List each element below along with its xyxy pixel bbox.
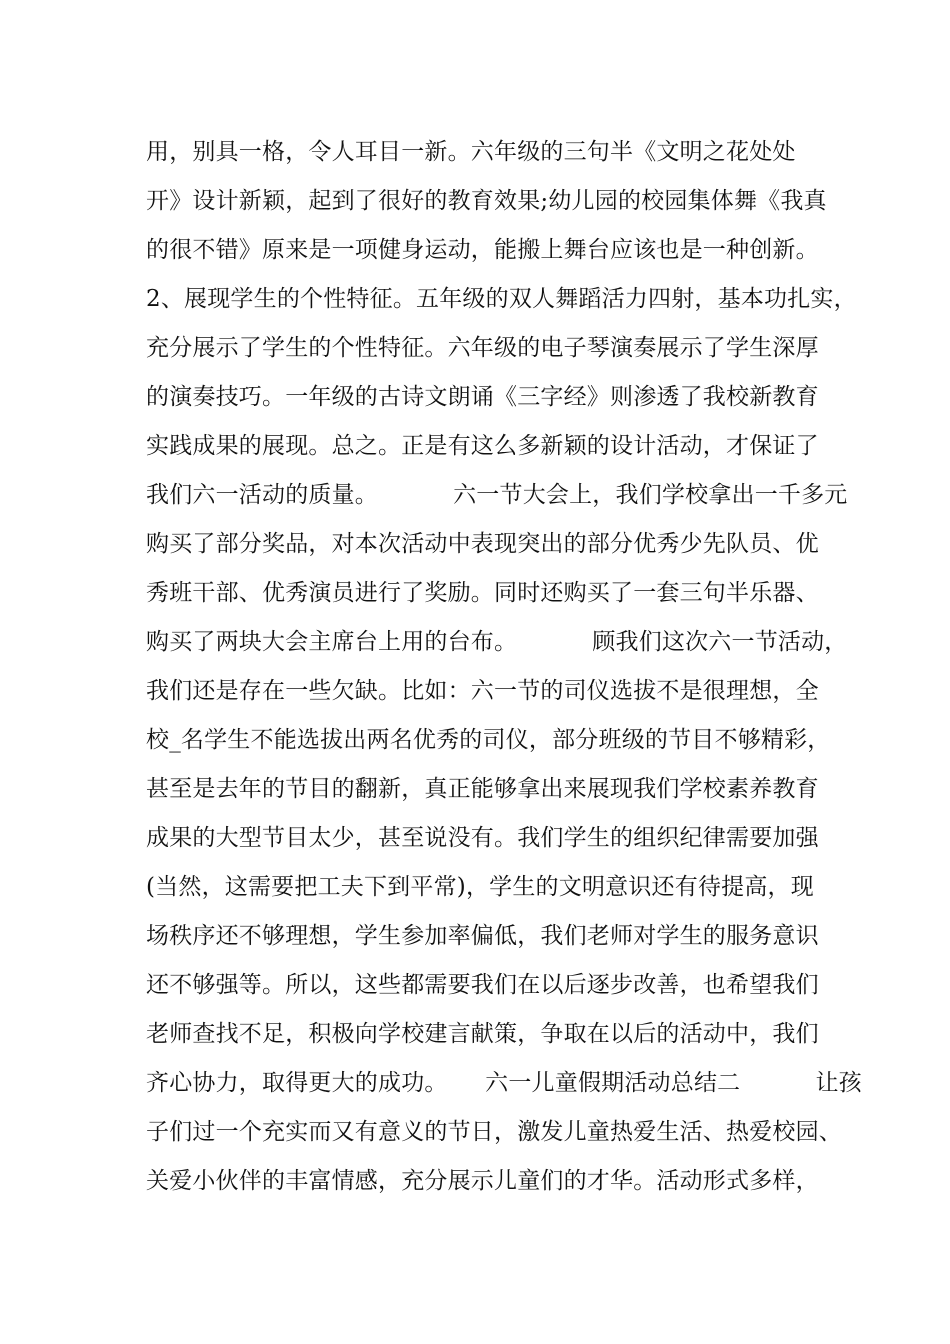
text-line-1: 用，别具一格，令人耳目一新。六年级的三句半《文明之花处处 (146, 139, 796, 165)
text-line-16: (当然，这需要把工夫下到平常)，学生的文明意识还有待提高，现 (146, 874, 814, 900)
text-line-22: 关爱小伙伴的丰富情感，充分展示儿童们的才华。活动形式多样， (146, 1168, 819, 1194)
text-line-21: 子们过一个充实而又有意义的节日，激发儿童热爱生活、热爱校园、 (146, 1119, 842, 1145)
text-line-9: 购买了部分奖品，对本次活动中表现突出的部分优秀少先队员、优 (146, 531, 819, 557)
text-line-17: 场秩序还不够理想，学生参加率偏低，我们老师对学生的服务意识 (146, 923, 819, 949)
text-line-11: 购买了两块大会主席台上用的台布。 顾我们这次六一节活动， (146, 629, 848, 655)
text-line-18: 还不够强等。所以，这些都需要我们在以后逐步改善，也希望我们 (146, 972, 819, 998)
body-text (146, 128, 862, 1206)
text-line-3: 的很不错》原来是一项健身运动，能搬上舞台应该也是一种创新。 (146, 237, 819, 263)
text-line-5: 充分展示了学生的个性特征。六年级的电子琴演奏展示了学生深厚 (146, 335, 819, 361)
text-line-8: 我们六一活动的质量。 六一节大会上，我们学校拿出一千多元 (146, 482, 848, 508)
text-line-20: 齐心协力，取得更大的成功。 六一儿童假期活动总结二 让孩 (146, 1070, 862, 1096)
text-line-12: 我们还是存在一些欠缺。比如：六一节的司仪选拔不是很理想，全 (146, 678, 819, 704)
text-line-15: 成果的大型节目太少，甚至说没有。我们学生的组织纪律需要加强 (146, 825, 819, 851)
text-line-10: 秀班干部、优秀演员进行了奖励。同时还购买了一套三句半乐器、 (146, 580, 819, 606)
text-line-7: 实践成果的展现。总之。正是有这么多新颖的设计活动，才保证了 (146, 433, 819, 459)
text-line-6: 的演奏技巧。一年级的古诗文朗诵《三字经》则渗透了我校新教育 (146, 384, 819, 410)
text-line-13: 校_名学生不能选拔出两名优秀的司仪，部分班级的节目不够精彩， (146, 727, 831, 753)
text-line-14: 甚至是去年的节目的翻新，真正能够拿出来展现我们学校素养教育 (146, 776, 819, 802)
text-line-4: 2、展现学生的个性特征。五年级的双人舞蹈活力四射，基本功扎实， (146, 286, 857, 312)
text-line-19: 老师查找不足，积极向学校建言献策，争取在以后的活动中，我们 (146, 1021, 819, 1047)
text-line-2: 开》设计新颖，起到了很好的教育效果;幼儿园的校园集体舞《我真 (146, 188, 827, 214)
